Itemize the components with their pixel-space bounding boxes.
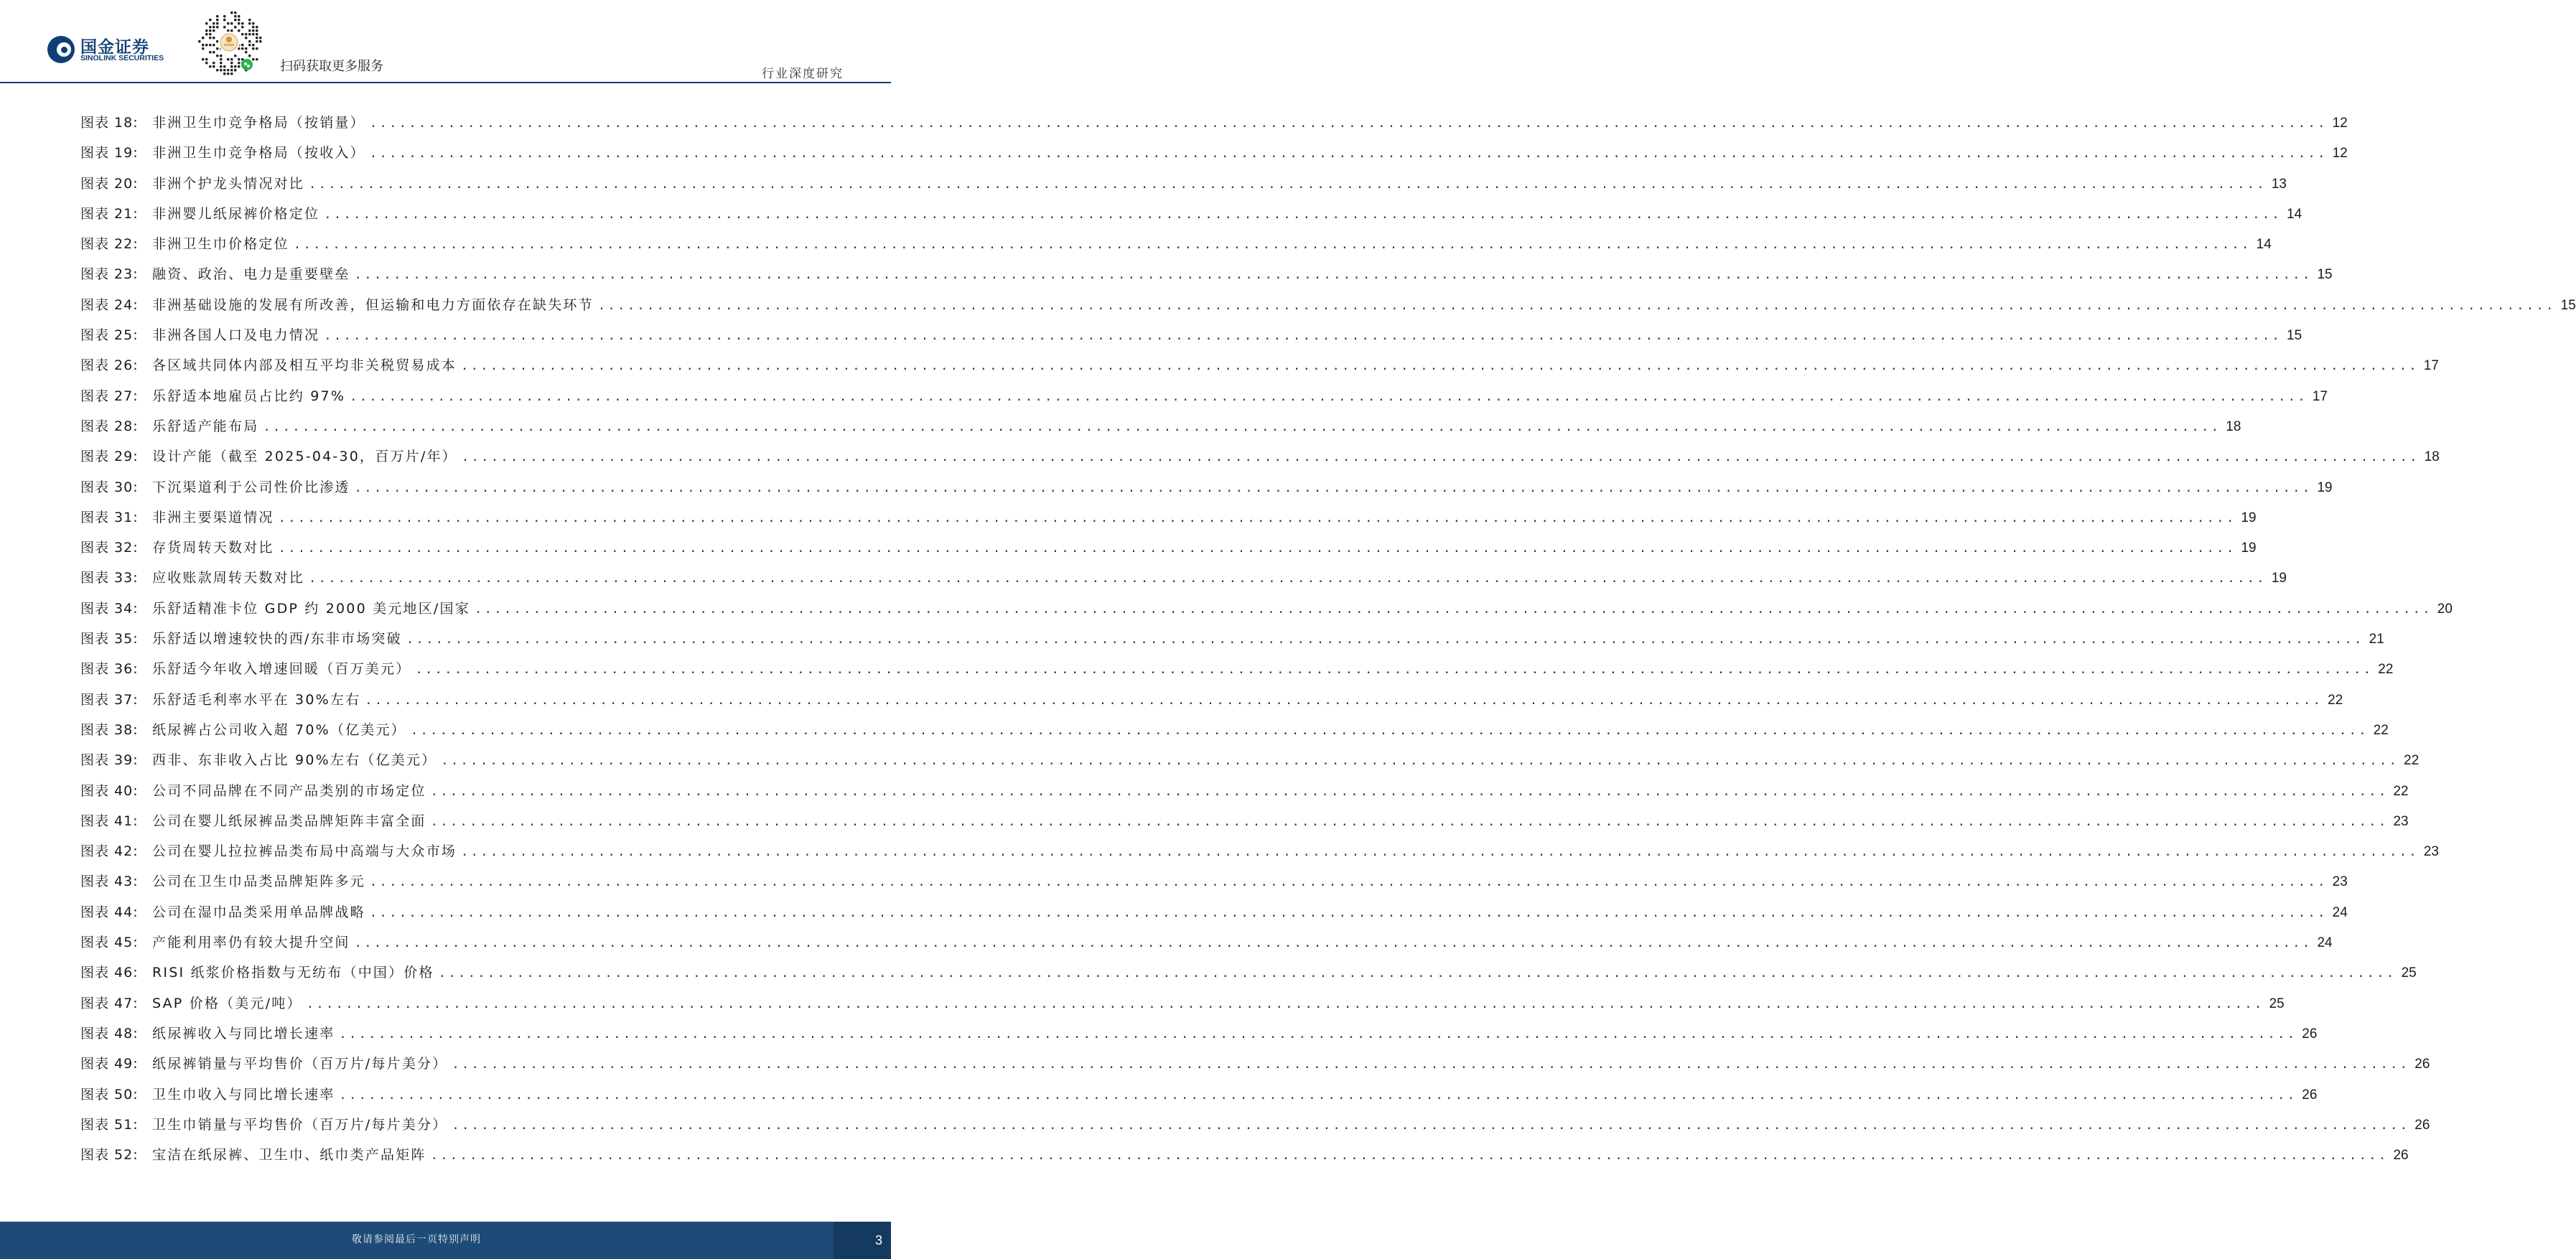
header-divider: [0, 82, 891, 83]
toc-dot-leader: ........................................................................................................................................................................................................: [406, 632, 2364, 647]
toc-entry-label: 图表 18:: [80, 115, 139, 131]
toc-entry-page[interactable]: 14: [2287, 206, 2302, 222]
toc-entry-label: 图表 48:: [80, 1025, 139, 1042]
toc-entry-label: 图表 20:: [80, 175, 139, 192]
toc-dot-leader: ........................................................................................................................................................................................................: [461, 450, 2419, 465]
toc-entry-label: 图表 47:: [80, 995, 139, 1011]
toc-entry-title[interactable]: 公司在湿巾品类采用单品牌战略: [152, 904, 365, 920]
report-section-label: 行业深度研究: [762, 67, 844, 81]
toc-entry-title[interactable]: 设计产能（截至 2025-04-30，百万片/年）: [152, 449, 457, 465]
toc-entry-label: 图表 31:: [80, 509, 139, 525]
toc-dot-leader: ........................................................................................................................................................................................................: [474, 602, 2432, 617]
toc-dot-leader: ........................................................................................................................................................................................................: [354, 268, 2313, 283]
toc-entry-title[interactable]: 卫生巾销量与平均售价（百万片/每片美分）: [152, 1116, 448, 1133]
toc-entry-label: 图表 23:: [80, 266, 139, 283]
toc-entry-page[interactable]: 19: [2271, 571, 2287, 586]
toc-entry-title[interactable]: SAP 价格（美元/吨）: [152, 995, 302, 1011]
toc-entry-title[interactable]: 融资、政治、电力是重要壁垒: [152, 266, 350, 283]
toc-entry-label: 图表 49:: [80, 1056, 139, 1072]
toc-entry-page[interactable]: 19: [2241, 510, 2257, 525]
toc-entry[interactable]: [80, 685, 2343, 715]
toc-entry-title[interactable]: 非洲个护龙头情况对比: [152, 175, 305, 192]
toc-entry[interactable]: [80, 866, 2348, 897]
company-logo: [47, 36, 173, 65]
toc-entry[interactable]: [80, 229, 2272, 259]
toc-dot-leader: ........................................................................................................................................................................................................: [441, 754, 2399, 769]
toc-dot-leader: ........................................................................................................................................................................................................: [461, 359, 2419, 374]
toc-entry-label: 图表 25:: [80, 327, 139, 344]
toc-entry[interactable]: [80, 108, 2348, 138]
toc-dot-leader: ........................................................................................................................................................................................................: [339, 1087, 2297, 1103]
toc-entry-page[interactable]: 15: [2317, 267, 2333, 283]
toc-entry[interactable]: [80, 1049, 2430, 1079]
toc-entry-title[interactable]: 存货周转天数对比: [152, 540, 274, 556]
toc-entry[interactable]: [80, 624, 2384, 654]
toc-dot-leader: ........................................................................................................................................................................................................: [461, 845, 2419, 860]
toc-entry-page[interactable]: 22: [2328, 692, 2343, 708]
toc-dot-leader: ........................................................................................................................................................................................................: [430, 814, 2389, 829]
toc-entry[interactable]: [80, 411, 2241, 441]
toc-entry-page[interactable]: 12: [2332, 146, 2348, 162]
toc-entry-page[interactable]: 14: [2256, 237, 2272, 253]
toc-entry-label: 图表 34:: [80, 600, 139, 617]
brand-name-en: SINOLINK SECURITIES: [80, 54, 164, 62]
toc-entry-title[interactable]: 公司在婴儿纸尿裤品类品牌矩阵丰富全面: [152, 813, 426, 829]
toc-entry-page[interactable]: 23: [2332, 874, 2348, 890]
qr-code-icon[interactable]: [194, 7, 264, 78]
brand-name-cn: 国金证券: [80, 38, 149, 57]
toc-entry[interactable]: [80, 1110, 2430, 1140]
toc-entry-label: 图表 46:: [80, 965, 139, 981]
toc-entry[interactable]: [80, 776, 2409, 806]
toc-entry-label: 图表 30:: [80, 479, 139, 495]
toc-entry-page[interactable]: 24: [2317, 935, 2333, 951]
toc-dot-leader: ........................................................................................................................................................................................................: [430, 1148, 2389, 1164]
toc-entry-page[interactable]: 26: [2414, 1057, 2430, 1072]
toc-entry-title[interactable]: 下沉渠道利于公司性价比渗透: [152, 479, 350, 495]
toc-dot-leader: ........................................................................................................................................................................................................: [597, 298, 2556, 313]
toc-entry[interactable]: [80, 199, 2302, 229]
toc-dot-leader: ........................................................................................................................................................................................................: [324, 207, 2282, 222]
toc-entry[interactable]: [80, 958, 2417, 988]
toc-entry-page[interactable]: 18: [2226, 418, 2241, 434]
toc-entry-title[interactable]: 乐舒适毛利率水平在 30%左右: [152, 691, 361, 708]
figure-index-list: [80, 108, 2576, 1170]
toc-dot-leader: ........................................................................................................................................................................................................: [293, 238, 2251, 253]
toc-entry-label: 图表 45:: [80, 935, 139, 951]
toc-dot-leader: ........................................................................................................................................................................................................: [415, 663, 2374, 678]
page-header: [0, 0, 891, 83]
toc-entry-page[interactable]: 25: [2269, 996, 2285, 1011]
toc-entry-title[interactable]: 应收账款周转天数对比: [152, 570, 305, 586]
toc-entry-label: 图表 35:: [80, 631, 139, 647]
toc-dot-leader: ........................................................................................................................................................................................................: [452, 1057, 2410, 1072]
toc-entry[interactable]: [80, 654, 2394, 684]
toc-entry-label: 图表 26:: [80, 357, 139, 374]
toc-entry-label: 图表 27:: [80, 388, 139, 404]
toc-entry[interactable]: [80, 169, 2287, 199]
toc-dot-leader: ........................................................................................................................................................................................................: [369, 146, 2328, 162]
toc-dot-leader: ........................................................................................................................................................................................................: [410, 723, 2369, 738]
toc-entry-title[interactable]: RISI 纸浆价格指数与无纺布（中国）价格: [152, 965, 434, 981]
toc-dot-leader: ........................................................................................................................................................................................................: [369, 116, 2328, 131]
toc-entry-label: 图表 24:: [80, 296, 139, 313]
toc-entry-page[interactable]: 25: [2401, 965, 2417, 981]
toc-entry-title[interactable]: 公司在婴儿拉拉裤品类布局中高端与大众市场: [152, 843, 457, 860]
toc-entry-label: 图表 52:: [80, 1147, 139, 1164]
toc-entry-title[interactable]: 非洲婴儿纸尿裤价格定位: [152, 205, 320, 222]
toc-entry-page[interactable]: 22: [2378, 662, 2394, 678]
toc-entry-label: 图表 19:: [80, 145, 139, 162]
toc-entry-page[interactable]: 21: [2369, 632, 2384, 647]
toc-entry-page[interactable]: 24: [2332, 904, 2348, 920]
toc-entry-title[interactable]: 宝洁在纸尿裤、卫生巾、纸巾类产品矩阵: [152, 1147, 426, 1164]
toc-entry-title[interactable]: 各区域共同体内部及相互平均非关税贸易成本: [152, 357, 457, 374]
toc-entry-page[interactable]: 15: [2287, 328, 2302, 344]
toc-entry-page[interactable]: 26: [2302, 1087, 2318, 1103]
toc-entry-label: 图表 50:: [80, 1086, 139, 1103]
toc-dot-leader: ........................................................................................................................................................................................................: [452, 1118, 2410, 1133]
toc-entry[interactable]: [80, 350, 2439, 380]
toc-dot-leader: ........................................................................................................................................................................................................: [354, 936, 2313, 951]
toc-dot-leader: ........................................................................................................................................................................................................: [278, 510, 2236, 525]
toc-entry[interactable]: [80, 1019, 2318, 1049]
toc-entry-label: 图表 42:: [80, 843, 139, 860]
toc-entry[interactable]: [80, 320, 2302, 350]
toc-entry[interactable]: [80, 1140, 2409, 1170]
toc-entry-page[interactable]: 26: [2302, 1026, 2318, 1042]
toc-entry-label: 图表 29:: [80, 449, 139, 465]
toc-entry-title[interactable]: 乐舒适以增速较快的西/东非市场突破: [152, 631, 402, 647]
toc-dot-leader: ........................................................................................................................................................................................................: [309, 177, 2267, 192]
toc-entry-page[interactable]: 22: [2404, 753, 2419, 769]
toc-entry-title[interactable]: 公司在卫生巾品类品牌矩阵多元: [152, 874, 365, 890]
page-footer: [0, 1222, 891, 1259]
toc-entry[interactable]: [80, 594, 2453, 624]
toc-dot-leader: ........................................................................................................................................................................................................: [309, 571, 2267, 586]
toc-entry-page[interactable]: 15: [2560, 297, 2576, 313]
toc-entry-label: 图表 28:: [80, 418, 139, 434]
toc-dot-leader: ........................................................................................................................................................................................................: [324, 329, 2282, 344]
toc-dot-leader: ........................................................................................................................................................................................................: [438, 966, 2397, 981]
toc-entry-title[interactable]: 西非、东非收入占比 90%左右（亿美元）: [152, 752, 437, 769]
toc-entry[interactable]: [80, 745, 2419, 775]
toc-entry-page[interactable]: 23: [2423, 844, 2439, 860]
toc-entry-title[interactable]: 非洲卫生巾竞争格局（按销量）: [152, 115, 365, 131]
toc-entry-title[interactable]: 非洲主要渠道情况: [152, 509, 274, 525]
toc-entry[interactable]: [80, 806, 2409, 836]
toc-entry-label: 图表 21:: [80, 205, 139, 222]
toc-entry-title[interactable]: 公司不同品牌在不同产品类别的市场定位: [152, 782, 426, 799]
toc-entry[interactable]: [80, 988, 2285, 1019]
toc-entry[interactable]: [80, 533, 2257, 563]
toc-entry-page[interactable]: 18: [2424, 449, 2440, 465]
toc-entry-label: 图表 33:: [80, 570, 139, 586]
toc-entry-page[interactable]: 26: [2414, 1117, 2430, 1133]
toc-entry[interactable]: [80, 715, 2389, 745]
toc-entry-label: 图表 51:: [80, 1116, 139, 1133]
toc-dot-leader: ........................................................................................................................................................................................................: [306, 996, 2264, 1011]
toc-entry[interactable]: [80, 502, 2257, 533]
toc-dot-leader: ........................................................................................................................................................................................................: [263, 419, 2221, 434]
toc-entry-page[interactable]: 12: [2332, 116, 2348, 131]
toc-entry[interactable]: [80, 927, 2333, 958]
toc-entry-page[interactable]: 26: [2393, 1148, 2409, 1164]
toc-entry-title[interactable]: 乐舒适本地雇员占比约 97%: [152, 388, 346, 404]
toc-entry-label: 图表 36:: [80, 661, 139, 678]
toc-entry-title[interactable]: 乐舒适产能布局: [152, 418, 259, 434]
page-number: 3: [874, 1233, 882, 1248]
toc-dot-leader: ........................................................................................................................................................................................................: [350, 389, 2308, 404]
toc-entry-page[interactable]: 19: [2241, 540, 2257, 556]
toc-entry-label: 图表 32:: [80, 540, 139, 556]
toc-entry-label: 图表 37:: [80, 691, 139, 708]
toc-entry[interactable]: [80, 441, 2440, 472]
toc-dot-leader: ........................................................................................................................................................................................................: [354, 480, 2313, 495]
toc-entry-label: 图表 38:: [80, 721, 139, 738]
disclaimer-note: 敬请参阅最后一页特别声明: [352, 1234, 481, 1245]
toc-entry[interactable]: [80, 381, 2328, 411]
toc-entry[interactable]: [80, 138, 2348, 168]
toc-entry-label: 图表 40:: [80, 782, 139, 799]
toc-entry-title[interactable]: 产能利用率仍有较大提升空间: [152, 935, 350, 951]
page-number-box: [834, 1222, 891, 1259]
toc-entry[interactable]: [80, 836, 2439, 866]
toc-entry-title[interactable]: 乐舒适精准卡位 GDP 约 2000 美元地区/国家: [152, 600, 470, 617]
toc-entry-page[interactable]: 13: [2271, 176, 2287, 192]
toc-entry-title[interactable]: 非洲卫生巾竞争格局（按收入）: [152, 145, 365, 162]
toc-entry-page[interactable]: 19: [2317, 479, 2333, 495]
toc-dot-leader: ........................................................................................................................................................................................................: [278, 541, 2236, 556]
toc-entry[interactable]: [80, 1080, 2318, 1110]
toc-entry-title[interactable]: 非洲各国人口及电力情况: [152, 327, 320, 344]
toc-entry-label: 图表 43:: [80, 874, 139, 890]
toc-entry-label: 图表 44:: [80, 904, 139, 920]
toc-entry[interactable]: [80, 563, 2287, 593]
toc-dot-leader: ........................................................................................................................................................................................................: [369, 875, 2328, 890]
logo-mark-icon: [47, 36, 75, 63]
toc-entry-title[interactable]: 乐舒适今年收入增速回暖（百万美元）: [152, 661, 411, 678]
toc-entry-label: 图表 41:: [80, 813, 139, 829]
toc-entry-label: 图表 39:: [80, 752, 139, 769]
toc-entry-title[interactable]: 纸尿裤收入与同比增长速率: [152, 1025, 335, 1042]
toc-dot-leader: ........................................................................................................................................................................................................: [339, 1026, 2297, 1042]
toc-entry-title[interactable]: 纸尿裤销量与平均售价（百万片/每片美分）: [152, 1056, 448, 1072]
toc-entry[interactable]: [80, 259, 2333, 289]
qr-caption: 扫码获取更多服务: [280, 59, 383, 74]
toc-entry-title[interactable]: 非洲卫生巾价格定位: [152, 236, 289, 253]
toc-entry[interactable]: [80, 290, 2576, 320]
toc-dot-leader: ........................................................................................................................................................................................................: [369, 905, 2328, 920]
toc-entry-page[interactable]: 17: [2312, 388, 2328, 404]
toc-entry[interactable]: [80, 472, 2333, 502]
toc-entry-label: 图表 22:: [80, 236, 139, 253]
toc-entry-page[interactable]: 20: [2437, 601, 2453, 617]
toc-dot-leader: ........................................................................................................................................................................................................: [365, 693, 2323, 708]
toc-entry-title[interactable]: 纸尿裤占公司收入超 70%（亿美元）: [152, 721, 406, 738]
toc-entry-page[interactable]: 23: [2393, 813, 2409, 829]
toc-entry-title[interactable]: 非洲基础设施的发展有所改善，但运输和电力方面依存在缺失环节: [152, 296, 594, 313]
toc-entry-title[interactable]: 卫生巾收入与同比增长速率: [152, 1086, 335, 1103]
toc-entry-page[interactable]: 22: [2373, 722, 2389, 738]
toc-dot-leader: ........................................................................................................................................................................................................: [430, 784, 2389, 799]
toc-entry-page[interactable]: 22: [2393, 783, 2409, 799]
toc-entry-page[interactable]: 17: [2423, 358, 2439, 374]
toc-entry[interactable]: [80, 897, 2348, 927]
